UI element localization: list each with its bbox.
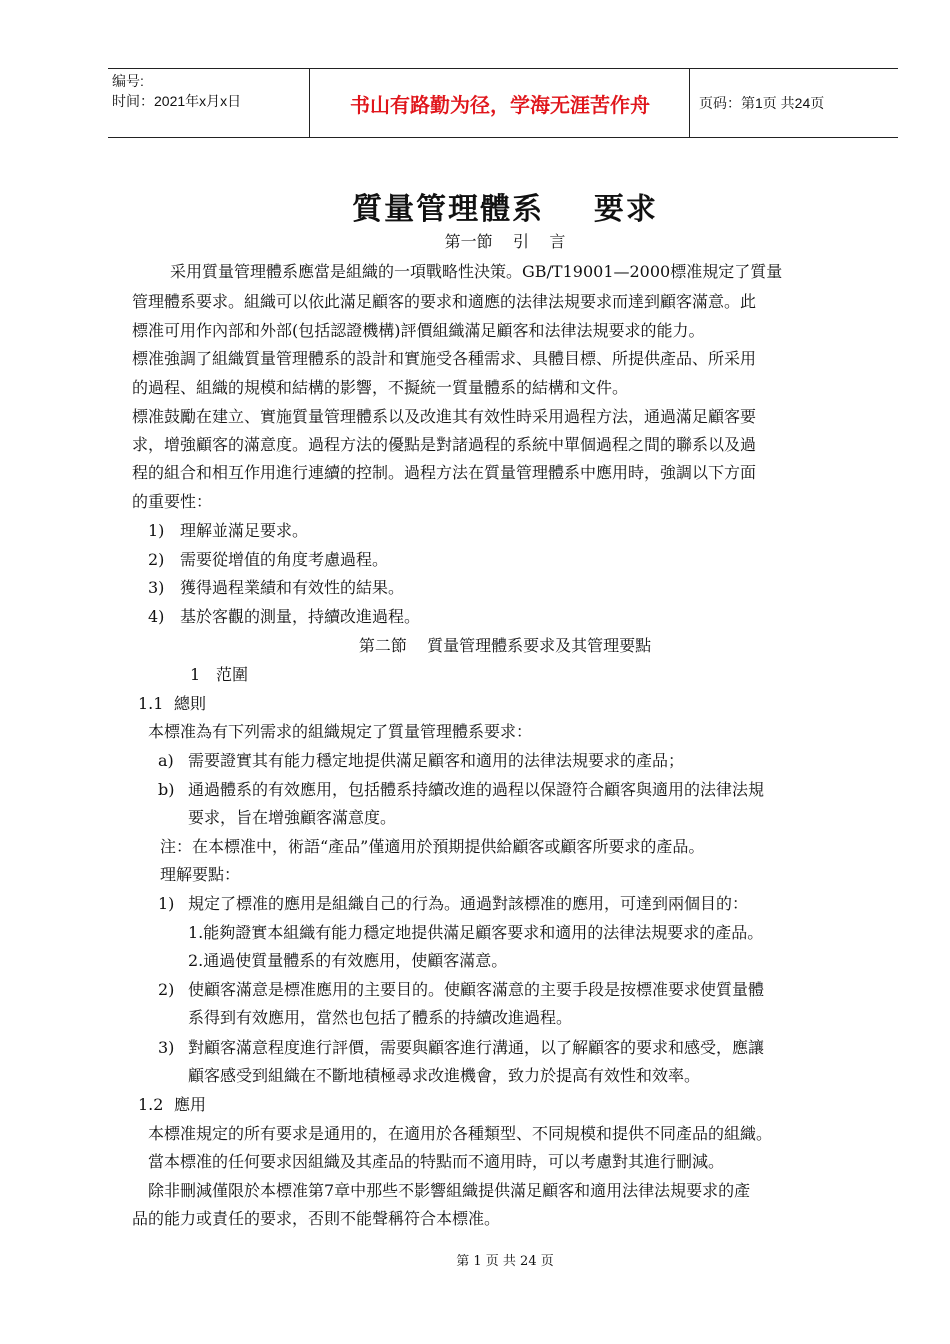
number-label: 编号: (112, 73, 144, 89)
paragraph-line: 的重要性： (132, 492, 213, 511)
page-header (108, 68, 898, 138)
list-text: 通過體系的有效應用，包括體系持續改進的過程以保證符合顧客與適用的法律法規 (188, 780, 765, 799)
paragraph-line: 標准強調了組織質量管理體系的設計和實施受各種需求、具體目標、所提供產品、所采用 (132, 349, 757, 368)
list-number: 1) (148, 521, 165, 540)
understanding-heading: 理解要點： (160, 865, 241, 884)
list-number: 3) (148, 578, 165, 597)
general-title: 總則 (174, 694, 207, 713)
point-text-continued: 2.通過使質量體系的有效應用，使顧客滿意。 (188, 951, 508, 970)
header-divider (309, 69, 310, 137)
list-text: 需要從增值的角度考慮過程。 (180, 550, 389, 569)
list-number: a) (158, 751, 174, 770)
list-text-continued: 要求，旨在增強顧客滿意度。 (188, 808, 397, 827)
section1-heading: 第一節 引 言 (444, 232, 566, 251)
list-text: 基於客觀的測量，持續改進過程。 (180, 607, 421, 626)
point-number: 2) (158, 980, 175, 999)
list-number: 2) (148, 550, 165, 569)
point-number: 1) (158, 894, 175, 913)
paragraph-line: 本標准規定的所有要求是通用的，在適用於各種類型、不同規模和提供不同產品的組織。 (148, 1124, 773, 1143)
section2-heading: 第二節 質量管理體系要求及其管理要點 (358, 636, 652, 655)
paragraph-line: 標准可用作內部和外部(包括認證機構)評價組織滿足顧客和法律法規要求的能力。 (132, 321, 705, 340)
header-page-label: 页码：第1页 共24页 (699, 95, 825, 111)
paragraph-line: 管理體系要求。組織可以依此滿足顧客的要求和適應的法律法規要求而達到顧客滿意。此 (132, 292, 757, 311)
point-text-continued: 顧客感受到組織在不斷地積極尋求改進機會，致力於提高有效性和效率。 (188, 1066, 701, 1085)
paragraph-line: 標准鼓勵在建立、實施質量管理體系以及改進其有效性時采用過程方法，通過滿足顧客要 (132, 407, 757, 426)
application-number: 1.2 (138, 1095, 164, 1114)
document-title: 質量管理體系 要求 (352, 192, 658, 227)
paragraph-line: 除非刪減僅限於本標准第7章中那些不影響組織提供滿足顧客和適用法律法規要求的產 (148, 1181, 751, 1200)
scope-number: 1 (190, 665, 201, 684)
header-meta (108, 69, 308, 137)
list-text: 理解並滿足要求。 (180, 521, 309, 540)
note-line: 注：在本標准中，術語“產品”僅適用於預期提供給顧客或顧客所要求的產品。 (160, 837, 705, 856)
list-text: 需要證實其有能力穩定地提供滿足顧客和適用的法律法規要求的產品； (188, 751, 685, 770)
point-number: 3) (158, 1038, 175, 1057)
header-motto: 书山有路勤为径，学海无涯苦作舟 (350, 92, 650, 117)
list-text: 獲得過程業績和有效性的結果。 (180, 578, 405, 597)
point-text-continued: 系得到有效應用，當然也包括了體系的持續改進過程。 (188, 1008, 573, 1027)
point-text: 使顧客滿意是標准應用的主要目的。使顧客滿意的主要手段是按標准要求使質量體 (188, 980, 765, 999)
paragraph-line: 當本標准的任何要求因組織及其產品的特點而不適用時，可以考慮對其進行刪減。 (148, 1152, 725, 1171)
list-number: 4) (148, 607, 165, 626)
paragraph-line: 采用質量管理體系應當是組織的一項戰略性決策。GB/T19001—2000標准規定了質量 (170, 262, 783, 281)
paragraph-line: 的過程、組織的規模和結構的影響，不擬統一質量體系的結構和文件。 (132, 378, 629, 397)
page-footer: 第 1 页 共 24 页 (456, 1254, 554, 1269)
paragraph-line: 本標准為有下列需求的組織規定了質量管理體系要求： (148, 722, 533, 741)
general-number: 1.1 (138, 694, 164, 713)
point-text: 規定了標准的應用是組織自己的行為。通過對該標准的應用，可達到兩個目的： (188, 894, 749, 913)
application-title: 應用 (174, 1095, 207, 1114)
paragraph-line: 品的能力或責任的要求，否則不能聲稱符合本標准。 (132, 1209, 501, 1228)
point-text-continued: 1.能夠證實本組織有能力穩定地提供滿足顧客要求和適用的法律法規要求的產品。 (188, 923, 764, 942)
paragraph-line: 求，增強顧客的滿意度。過程方法的優點是對諸過程的系統中單個過程之間的聯系以及過 (132, 435, 757, 454)
point-text: 對顧客滿意程度進行評價，需要與顧客進行溝通，以了解顧客的要求和感受，應讓 (188, 1038, 765, 1057)
paragraph-line: 程的組合和相互作用進行連續的控制。過程方法在質量管理體系中應用時，強調以下方面 (132, 463, 757, 482)
header-divider (689, 69, 690, 137)
scope-title: 范圍 (216, 665, 249, 684)
list-number: b) (158, 780, 175, 799)
time-label: 时间：2021年x月x日 (112, 93, 242, 109)
